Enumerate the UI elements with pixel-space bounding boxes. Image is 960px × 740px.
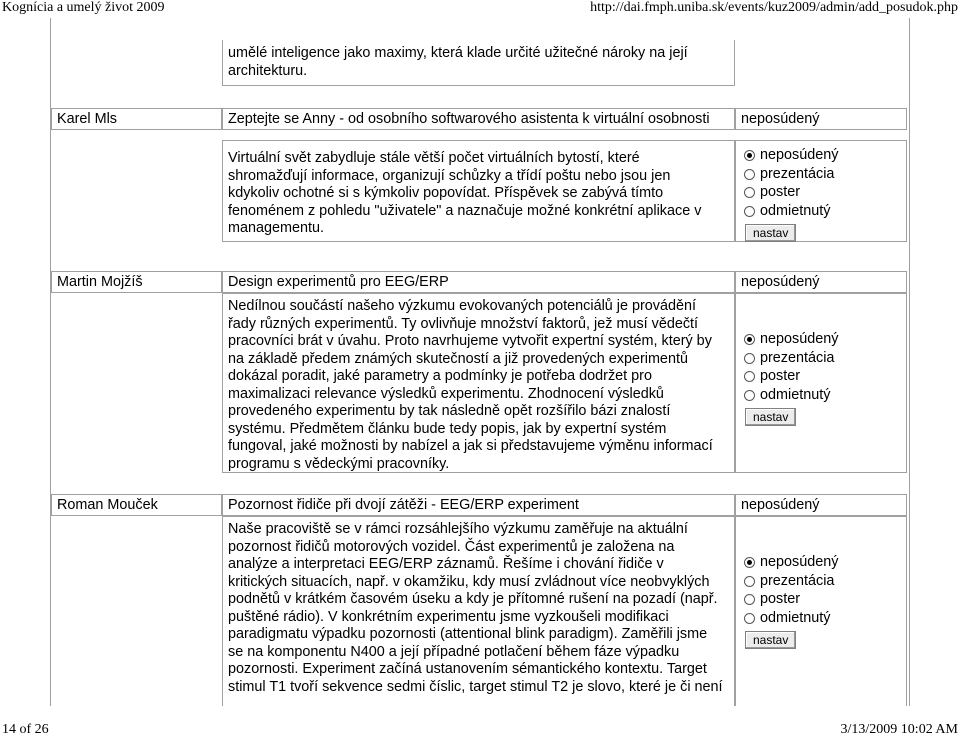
radio-button[interactable]: [744, 576, 755, 587]
paper-title: Pozornost řidiče při dvojí zátěži - EEG/ERP experiment: [228, 497, 579, 513]
status-radio-group: [744, 553, 838, 649]
submit-button[interactable]: nastav: [745, 408, 796, 426]
radio-option-prezentacia[interactable]: prezentácia: [744, 349, 838, 368]
radio-button-selected[interactable]: [744, 557, 755, 568]
radio-button[interactable]: [744, 594, 755, 605]
print-header-url: http://dai.fmph.uniba.sk/events/kuz2009/admin/add_posudok.php: [590, 0, 958, 15]
author-name: Karel Mls: [57, 111, 117, 127]
radio-option-odmietnuty[interactable]: odmietnutý: [744, 386, 838, 405]
status-label: neposúdený: [741, 111, 820, 127]
radio-option-prezentacia[interactable]: prezentácia: [744, 165, 838, 184]
abstract-text: Virtuální svět zabydluje stále větší počet virtuálních bytostí, které shromažďují informace, organizují schůzky a třídí poštu nebo jsou jen kdykoliv ochotné si s kýmkoliv popovídat. Příspěvek se zabývá tímto fenoménem z pohledu "uživatele" a naznačuje možné konkrétní aplikace v managementu.: [228, 150, 702, 236]
print-footer-page: 14 of 26: [2, 722, 49, 737]
status-label: neposúdený: [741, 274, 820, 290]
radio-option-odmietnuty[interactable]: odmietnutý: [744, 202, 838, 221]
status-radio-group: [744, 330, 838, 426]
author-name: Roman Mouček: [57, 497, 158, 513]
author-name: Martin Mojžíš: [57, 274, 143, 290]
submit-button[interactable]: nastav: [745, 224, 796, 242]
abstract-text: Nedílnou součástí našeho výzkumu evokovaných potenciálů je provádění řady různých experimentů. Ty ovlivňuje množství faktorů, jež musí vědečtí pracovníci brát v úvahu. Proto navrhujeme vytvořit expertní systém, který by na základě předem známých skutečností a již provedených experimentů dokázal poradit, jaké parametry a podmínky je potřeba dodržet pro maximalizaci relevance výsledků experimentu. Zhodnocení výsledků provedeného experimentu by tak následně opět rozšířilo bázi znalostí systému. Předmětem článku bude tedy popis, jak by expertní systém fungoval, jaké možnosti by nabízel a jak si představujeme výměnu informací programu s vědeckými pracovníky.: [228, 298, 713, 472]
radio-button[interactable]: [744, 371, 755, 382]
radio-option-prezentacia[interactable]: prezentácia: [744, 572, 838, 591]
radio-button[interactable]: [744, 390, 755, 401]
radio-button[interactable]: [744, 353, 755, 364]
radio-option-poster[interactable]: poster: [744, 590, 838, 609]
paper-title: Design experimentů pro EEG/ERP: [228, 274, 449, 290]
radio-option-poster[interactable]: poster: [744, 183, 838, 202]
radio-button[interactable]: [744, 169, 755, 180]
radio-button-selected[interactable]: [744, 334, 755, 345]
radio-button[interactable]: [744, 187, 755, 198]
abstract-text: Naše pracoviště se v rámci rozsáhlejšího výzkumu zaměřuje na aktuální pozornost řidičů motorových vozidel. Část experimentů je založena na analýze a interpretaci EEG/ERP záznamů. Řešíme i chování řidiče v kritických situacích, např. v okamžiku, kdy musí zvládnout více neobvyklých podnětů v krátkém časovém úseku a kdy je přítomné rušení na pozadí (např. puštěné rádio). V konkrétním experimentu jsme vyzkoušeli modifikaci paradigmatu výpadku pozornosti (attentional blink paradigm). Zaměřili jsme se na komponentu N400 a její případné potlačení během fáze výpadku pozornosti. Experiment začíná ustanovením sémantického kontextu. Target stimul T1 tvoří sekvence sedmi číslic, target stimul T2 je slovo, které je či není: [228, 521, 723, 695]
print-footer-timestamp: 3/13/2009 10:02 AM: [840, 722, 958, 737]
print-header-title: Kognícia a umelý život 2009: [2, 0, 165, 15]
radio-option-neposudeny[interactable]: neposúdený: [744, 553, 838, 572]
radio-option-odmietnuty[interactable]: odmietnutý: [744, 609, 838, 628]
radio-option-neposudeny[interactable]: neposúdený: [744, 330, 838, 349]
radio-button[interactable]: [744, 613, 755, 624]
submit-button[interactable]: nastav: [745, 631, 796, 649]
status-label: neposúdený: [741, 497, 820, 513]
radio-button[interactable]: [744, 206, 755, 217]
intro-abstract-text: umělé inteligence jako maximy, která klade určité užitečné nároky na její architekturu.: [228, 45, 688, 79]
status-radio-group: [744, 146, 838, 242]
radio-button-selected[interactable]: [744, 150, 755, 161]
radio-option-neposudeny[interactable]: neposúdený: [744, 146, 838, 165]
paper-title: Zeptejte se Anny - od osobního softwarového asistenta k virtuální osobnosti: [228, 111, 710, 127]
radio-option-poster[interactable]: poster: [744, 367, 838, 386]
